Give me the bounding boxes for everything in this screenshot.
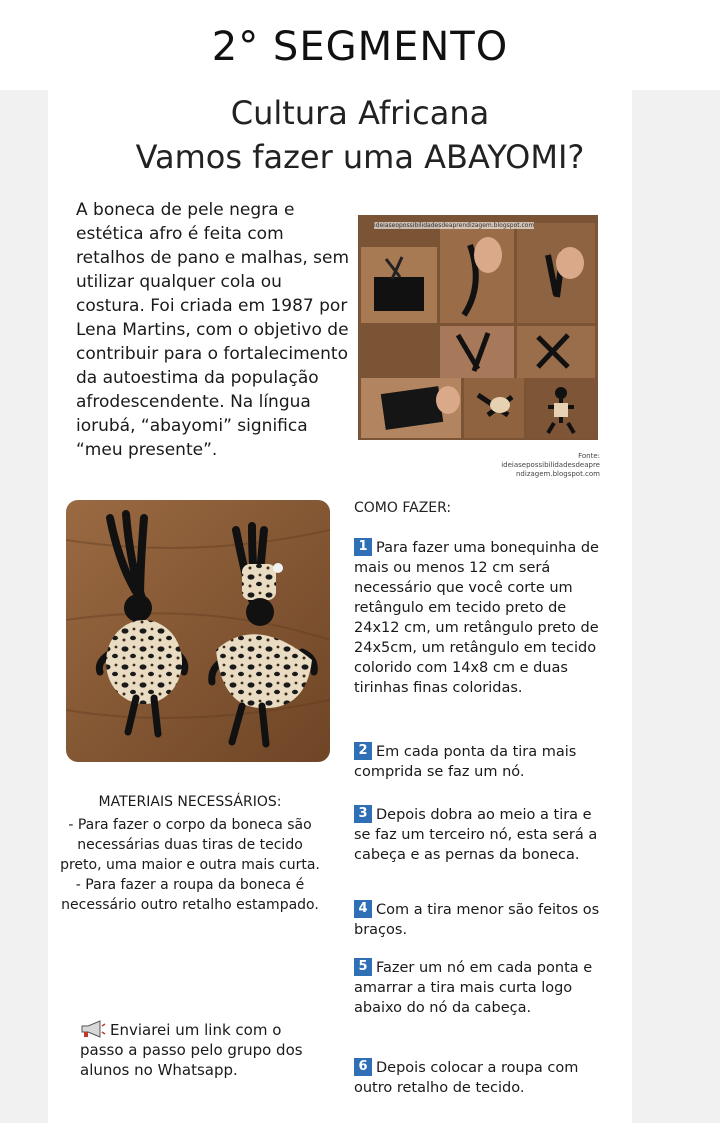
step-2: [354, 742, 604, 782]
step-4: [354, 900, 604, 940]
header-bar: [0, 0, 720, 90]
source-label: Fonte:: [578, 452, 600, 460]
how-to-label: COMO FAZER:: [354, 500, 452, 516]
step-1: [354, 538, 604, 698]
step-text: Fazer um nó em cada ponta e amarrar a tira mais curta logo abaixo do nó da cabeça.: [354, 960, 593, 1016]
page-subtitle: Vamos fazer uma ABAYOMI?: [135, 138, 585, 176]
steps-photo-grid: [358, 215, 598, 440]
step-text: Com a tira menor são feitos os braços.: [354, 902, 600, 938]
abayomi-dolls-photo: [66, 500, 330, 762]
step-text: Em cada ponta da tira mais comprida se faz um nó.: [354, 744, 577, 780]
step-text: Depois dobra ao meio a tira e se faz um terceiro nó, esta será a cabeça e as pernas da boneca.: [354, 807, 598, 863]
source-line-1: ideiasepossibilidadesdeapre: [501, 461, 600, 469]
intro-paragraph: A boneca de pele negra e estética afro é feita com retalhos de pano e malhas, sem utilizar qualquer cola ou costura. Foi criada em 1987 por Lena Martins, com o objetivo de contribuir para o fortalecimento da autoestima da população afrodescendente. Na língua iorubá, “abayomi” significa “meu presente”.: [76, 200, 350, 460]
step-text: Para fazer uma bonequinha de mais ou menos 12 cm será necessário que você corte um retângulo em tecido preto de 24x12 cm, um retângulo preto de 24x5cm, um retângulo em tecido colorido com 14x8 cm e duas tirinhas finas coloridas.: [354, 540, 599, 696]
segment-title: 2° SEGMENTO: [211, 24, 509, 70]
page-title: Cultura Africana: [230, 94, 490, 132]
step-5: [354, 958, 604, 1018]
step-number-badge: 2: [354, 742, 372, 760]
whatsapp-link-note: [80, 1020, 320, 1080]
step-number-badge: 3: [354, 805, 372, 823]
step-number-badge: 1: [354, 538, 372, 556]
step-number-badge: 6: [354, 1058, 372, 1076]
step-text: Depois colocar a roupa com outro retalho de tecido.: [354, 1060, 579, 1096]
step-6: [354, 1058, 604, 1098]
image-source: [478, 452, 600, 479]
megaphone-icon: [80, 1020, 106, 1038]
materials-text: - Para fazer o corpo da boneca são necessárias duas tiras de tecido preto, uma maior e outra mais curta. - Para fazer a roupa da boneca é necessário outro retalho estampado.: [60, 817, 320, 913]
step-number-badge: 4: [354, 900, 372, 918]
step-3: [354, 805, 604, 865]
steps-photo-image: [358, 215, 598, 440]
photo-watermark: ideiaseopossibilidadesdeaprendizagem.blogspot.com: [374, 222, 535, 229]
abayomi-dolls-image: [66, 500, 330, 762]
source-line-2: ndizagem.blogspot.com: [516, 470, 600, 478]
materials-title: MATERIAIS NECESSÁRIOS:: [98, 794, 282, 810]
link-note-text: Enviarei um link com o passo a passo pelo grupo dos alunos no Whatsapp.: [80, 1021, 303, 1079]
step-number-badge: 5: [354, 958, 372, 976]
